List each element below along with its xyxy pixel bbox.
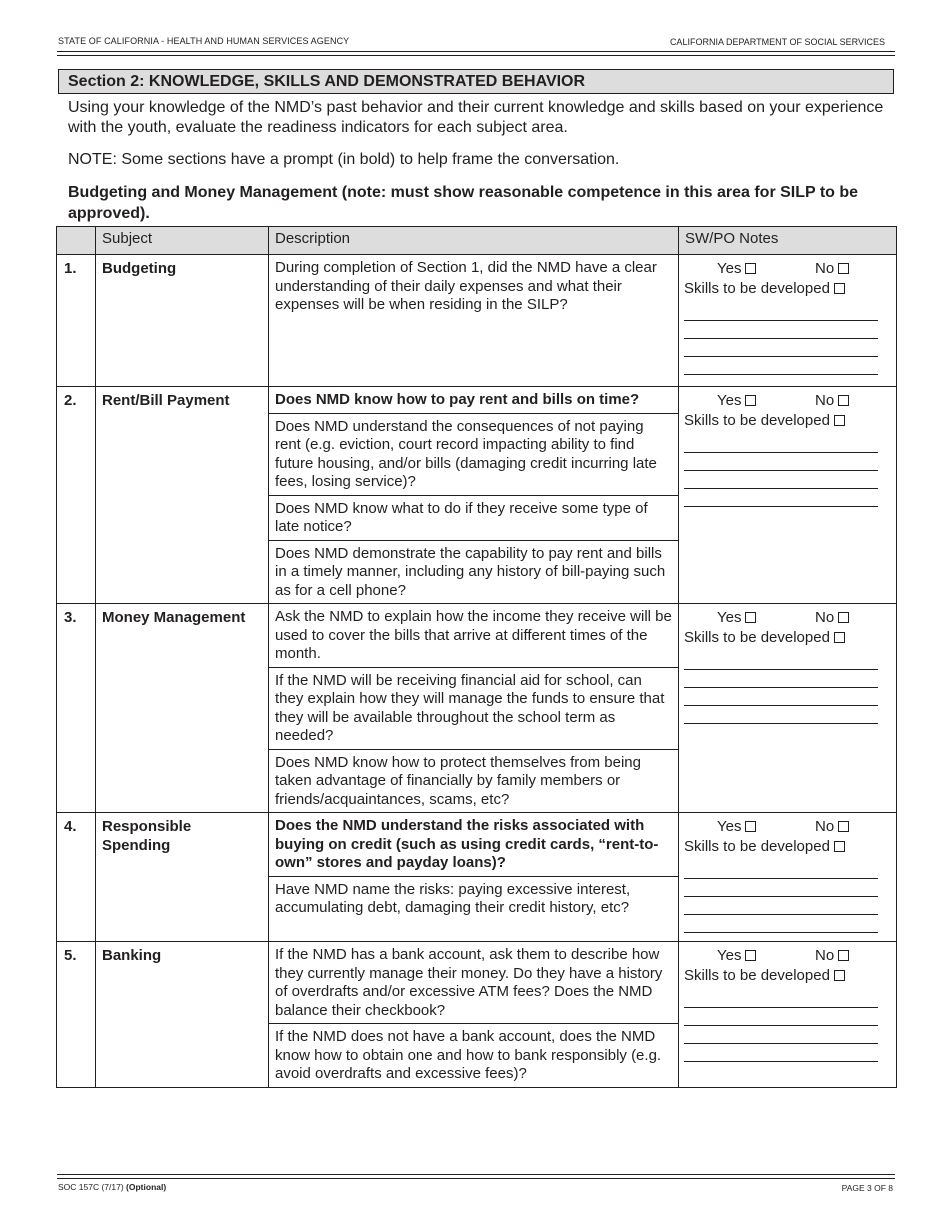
- skills-checkbox[interactable]: [834, 970, 845, 981]
- col-header-description: Description: [269, 227, 679, 255]
- notes-line[interactable]: [684, 303, 878, 321]
- row-notes: [679, 813, 897, 942]
- yes-checkbox[interactable]: [745, 612, 756, 623]
- skills-label: Skills to be developed: [684, 412, 830, 429]
- skills-checkbox[interactable]: [834, 283, 845, 294]
- row-notes: [679, 604, 897, 813]
- table-row: [57, 604, 897, 813]
- notes-line[interactable]: [684, 321, 878, 339]
- yes-label: Yes: [717, 260, 742, 277]
- header-agency: STATE OF CALIFORNIA - HEALTH AND HUMAN SERVICES AGENCY: [58, 36, 350, 46]
- row-description: [269, 387, 679, 604]
- header-department: CALIFORNIA DEPARTMENT OF SOCIAL SERVICES: [669, 37, 885, 47]
- row-subject: Money Management: [96, 604, 269, 813]
- no-option: [815, 260, 849, 279]
- col-header-notes: SW/PO Notes: [679, 227, 897, 255]
- skills-option: [684, 967, 890, 987]
- row-subject: Rent/Bill Payment: [96, 387, 269, 604]
- row-number: 4.: [57, 813, 96, 942]
- yes-label: Yes: [717, 392, 742, 409]
- skills-option: [684, 629, 890, 649]
- no-label: No: [815, 818, 835, 835]
- description-item: Have NMD name the risks: paying excessive interest, accumulating debt, damaging their credit history, etc?: [275, 880, 631, 916]
- no-option: [815, 947, 849, 966]
- yes-label: Yes: [717, 609, 742, 626]
- notes-line[interactable]: [684, 688, 878, 706]
- table-header-row: [57, 227, 897, 255]
- row-number: 1.: [57, 255, 96, 387]
- description-item: Ask the NMD to explain how the income they receive will be used to cover the bills that arrive at different times of the month.: [269, 604, 678, 668]
- header-rule: [57, 51, 895, 52]
- notes-line[interactable]: [684, 897, 878, 915]
- notes-line[interactable]: [684, 990, 878, 1008]
- yes-option: [717, 392, 756, 411]
- yes-option: [717, 947, 756, 966]
- description-item: Does NMD demonstrate the capability to pay rent and bills in a timely manner, including any history of bill-paying such as for a cell phone?: [275, 544, 666, 599]
- no-option: [815, 392, 849, 411]
- no-label: No: [815, 392, 835, 409]
- notes-line[interactable]: [684, 1044, 878, 1062]
- no-option: [815, 818, 849, 837]
- skills-option: [684, 838, 890, 858]
- col-header-num: [57, 227, 96, 255]
- skills-option: [684, 412, 890, 432]
- form-id: SOC 157C (7/17): [58, 1182, 124, 1192]
- skills-checkbox[interactable]: [834, 632, 845, 643]
- footer-rule: [57, 1174, 895, 1175]
- description-item: Does NMD understand the consequences of not paying rent (e.g. eviction, court record impacting ability to find future housing, and/or bills (damaging credit incurring late fees, losing service)?: [269, 414, 678, 496]
- description-item: During completion of Section 1, did the NMD have a clear understanding of their daily expenses and what their expenses will be when residing in the SILP?: [275, 259, 657, 313]
- description-item: Does the NMD understand the risks associated with buying on credit (such as using credit cards, “rent-to-own” stores and payday loans)?: [269, 813, 678, 877]
- notes-lines: [684, 435, 884, 507]
- skills-label: Skills to be developed: [684, 838, 830, 855]
- yes-option: [717, 818, 756, 837]
- row-description: [269, 255, 679, 387]
- row-notes: [679, 942, 897, 1088]
- notes-lines: [684, 990, 884, 1062]
- notes-line[interactable]: [684, 489, 878, 507]
- no-label: No: [815, 609, 835, 626]
- no-label: No: [815, 260, 835, 277]
- header-rule: [57, 55, 895, 56]
- description-item: If the NMD does not have a bank account, does the NMD know how to obtain one and how to bank responsibly (e.g. avoid overdrafts and excessive fees)?: [275, 1028, 662, 1082]
- notes-lines: [684, 652, 884, 724]
- skills-label: Skills to be developed: [684, 629, 830, 646]
- skills-option: [684, 280, 890, 300]
- optional-label: (Optional): [126, 1182, 167, 1192]
- row-subject: Banking: [96, 942, 269, 1088]
- notes-line[interactable]: [684, 861, 878, 879]
- footer-rule: [57, 1178, 895, 1179]
- yes-option: [717, 609, 756, 628]
- no-label: No: [815, 947, 835, 964]
- no-option: [815, 609, 849, 628]
- notes-line[interactable]: [684, 915, 878, 933]
- row-description: [269, 942, 679, 1088]
- description-item: If the NMD has a bank account, ask them to describe how they currently manage their money. Do they have a history of overdrafts and/or excessive ATM fees? Does the NMD balance their checkbook?: [269, 942, 678, 1024]
- skills-checkbox[interactable]: [834, 841, 845, 852]
- notes-line[interactable]: [684, 339, 878, 357]
- no-checkbox[interactable]: [838, 821, 849, 832]
- yes-option: [717, 260, 756, 279]
- yes-checkbox[interactable]: [745, 821, 756, 832]
- skills-label: Skills to be developed: [684, 967, 830, 984]
- no-checkbox[interactable]: [838, 950, 849, 961]
- notes-line[interactable]: [684, 357, 878, 375]
- row-number: 5.: [57, 942, 96, 1088]
- table-row: [57, 813, 897, 942]
- notes-line[interactable]: [684, 652, 878, 670]
- footer-form-id: [58, 1182, 166, 1192]
- yes-checkbox[interactable]: [745, 395, 756, 406]
- notes-line[interactable]: [684, 435, 878, 453]
- notes-line[interactable]: [684, 879, 878, 897]
- notes-line[interactable]: [684, 471, 878, 489]
- readiness-table: [56, 226, 897, 1088]
- row-subject: Responsible Spending: [96, 813, 269, 942]
- footer-page: PAGE 3 OF 8: [841, 1183, 893, 1193]
- table-row: [57, 255, 897, 387]
- notes-line[interactable]: [684, 706, 878, 724]
- row-description: [269, 813, 679, 942]
- subheading: Budgeting and Money Management (note: must show reasonable competence in this area for SILP to be approved).: [68, 184, 859, 222]
- row-subject: Budgeting: [96, 255, 269, 387]
- notes-lines: [684, 861, 884, 933]
- row-number: 2.: [57, 387, 96, 604]
- col-header-subject: Subject: [96, 227, 269, 255]
- row-number: 3.: [57, 604, 96, 813]
- description-item: Does NMD know what to do if they receive some type of late notice?: [269, 496, 678, 541]
- notes-line[interactable]: [684, 453, 878, 471]
- yes-label: Yes: [717, 947, 742, 964]
- no-checkbox[interactable]: [838, 395, 849, 406]
- table-row: [57, 942, 897, 1088]
- table-row: [57, 387, 897, 604]
- description-item: Does NMD know how to protect themselves from being taken advantage of financially by family members or friends/acquaintances, scams, etc?: [275, 753, 641, 808]
- yes-checkbox[interactable]: [745, 950, 756, 961]
- notes-line[interactable]: [684, 1026, 878, 1044]
- skills-checkbox[interactable]: [834, 415, 845, 426]
- notes-line[interactable]: [684, 670, 878, 688]
- section-intro: Using your knowledge of the NMD’s past behavior and their current knowledge and skills based on your experience with the youth, evaluate the readiness indicators for each subject area.: [68, 99, 884, 136]
- no-checkbox[interactable]: [838, 263, 849, 274]
- notes-lines: [684, 303, 884, 375]
- notes-line[interactable]: [684, 1008, 878, 1026]
- description-item: If the NMD will be receiving financial aid for school, can they explain how they will manage the funds to ensure that they will be available throughout the school term as needed?: [269, 668, 678, 750]
- description-item: Does NMD know how to pay rent and bills on time?: [269, 387, 678, 414]
- skills-label: Skills to be developed: [684, 280, 830, 297]
- section-title: Section 2: KNOWLEDGE, SKILLS AND DEMONSTRATED BEHAVIOR: [58, 69, 894, 94]
- yes-checkbox[interactable]: [745, 263, 756, 274]
- yes-label: Yes: [717, 818, 742, 835]
- section-note: NOTE: Some sections have a prompt (in bold) to help frame the conversation.: [68, 151, 620, 168]
- row-notes: [679, 255, 897, 387]
- row-notes: [679, 387, 897, 604]
- row-description: [269, 604, 679, 813]
- no-checkbox[interactable]: [838, 612, 849, 623]
